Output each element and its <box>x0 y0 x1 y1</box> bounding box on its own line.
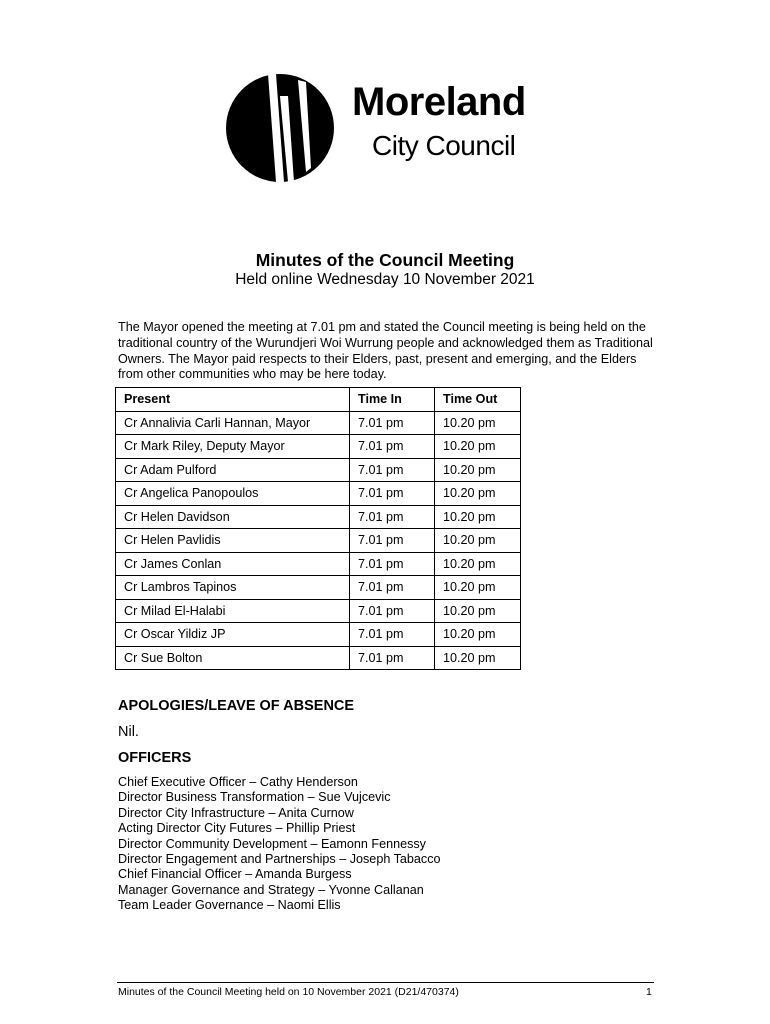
officers-list <box>118 775 441 914</box>
cell-councillor: Cr Adam Pulford <box>116 458 350 482</box>
cell-time-in: 7.01 pm <box>350 576 435 600</box>
list-item: Manager Governance and Strategy – Yvonne Callanan <box>118 882 424 897</box>
cell-time-in: 7.01 pm <box>350 458 435 482</box>
table-row <box>116 529 521 553</box>
attendance-table-body <box>116 411 521 670</box>
table-header-row <box>116 388 521 412</box>
cell-councillor: Cr Annalivia Carli Hannan, Mayor <box>116 411 350 435</box>
cell-councillor: Cr Angelica Panopoulos <box>116 482 350 506</box>
list-item: Chief Executive Officer – Cathy Henderson <box>118 775 358 789</box>
moreland-m-icon <box>224 72 336 184</box>
cell-time-in: 7.01 pm <box>350 599 435 623</box>
table-row <box>116 552 521 576</box>
list-item: Chief Financial Officer – Amanda Burgess <box>118 867 352 882</box>
list-item: Director Engagement and Partnerships – Joseph Tabacco <box>118 852 441 867</box>
cell-time-out: 10.20 pm <box>435 411 521 435</box>
page-number: 1 <box>646 986 652 998</box>
cell-councillor: Cr Sue Bolton <box>116 646 350 670</box>
page-subtitle: Held online Wednesday 10 November 2021 <box>235 271 535 288</box>
cell-time-in: 7.01 pm <box>350 529 435 553</box>
cell-time-out: 10.20 pm <box>435 458 521 482</box>
list-item: Team Leader Governance – Naomi Ellis <box>118 898 341 913</box>
cell-time-in: 7.01 pm <box>350 482 435 506</box>
table-row <box>116 623 521 647</box>
cell-time-in: 7.01 pm <box>350 505 435 529</box>
cell-time-out: 10.20 pm <box>435 552 521 576</box>
column-header-present: Present <box>116 388 350 412</box>
table-row <box>116 411 521 435</box>
cell-time-in: 7.01 pm <box>350 435 435 459</box>
logo-wordmark-city-council: City Council <box>372 130 516 161</box>
cell-time-in: 7.01 pm <box>350 411 435 435</box>
officers-heading: OFFICERS <box>118 750 192 766</box>
cell-time-out: 10.20 pm <box>435 599 521 623</box>
attendance-table <box>115 387 521 670</box>
council-logo <box>224 72 564 184</box>
cell-time-out: 10.20 pm <box>435 482 521 506</box>
page-title: Minutes of the Council Meeting <box>255 250 515 270</box>
list-item: Director Community Development – Eamonn Fennessy <box>118 836 426 851</box>
list-item: Director City Infrastructure – Anita Curnow <box>118 805 354 820</box>
cell-councillor: Cr Milad El-Halabi <box>116 599 350 623</box>
cell-time-out: 10.20 pm <box>435 505 521 529</box>
list-item: Acting Director City Futures – Phillip Priest <box>118 821 356 836</box>
cell-time-out: 10.20 pm <box>435 529 521 553</box>
cell-councillor: Cr Helen Pavlidis <box>116 529 350 553</box>
table-row <box>116 576 521 600</box>
column-header-time-in: Time In <box>350 388 435 412</box>
footer-divider <box>117 982 654 983</box>
cell-time-in: 7.01 pm <box>350 552 435 576</box>
cell-time-out: 10.20 pm <box>435 646 521 670</box>
column-header-time-out: Time Out <box>435 388 521 412</box>
cell-councillor: Cr Helen Davidson <box>116 505 350 529</box>
cell-councillor: Cr James Conlan <box>116 552 350 576</box>
cell-time-out: 10.20 pm <box>435 435 521 459</box>
table-row <box>116 482 521 506</box>
logo-wordmark-moreland: Moreland <box>352 80 526 124</box>
cell-councillor: Cr Oscar Yildiz JP <box>116 623 350 647</box>
table-row <box>116 646 521 670</box>
cell-time-out: 10.20 pm <box>435 576 521 600</box>
cell-time-out: 10.20 pm <box>435 623 521 647</box>
table-row <box>116 435 521 459</box>
cell-time-in: 7.01 pm <box>350 646 435 670</box>
intro-paragraph: The Mayor opened the meeting at 7.01 pm and stated the Council meeting is being held on the traditional country of the Wurundjeri Woi Wurrung people and acknowledged them as Traditional Owners. The Mayor paid respects to their Elders, past, present and emerging, and the Elders from other communities who may be here today. <box>118 320 653 382</box>
cell-time-in: 7.01 pm <box>350 623 435 647</box>
table-row <box>116 505 521 529</box>
list-item: Director Business Transformation – Sue Vujcevic <box>118 790 391 805</box>
table-row <box>116 458 521 482</box>
apologies-heading: APOLOGIES/LEAVE OF ABSENCE <box>118 698 355 714</box>
cell-councillor: Cr Mark Riley, Deputy Mayor <box>116 435 350 459</box>
table-row <box>116 599 521 623</box>
cell-councillor: Cr Lambros Tapinos <box>116 576 350 600</box>
footer-document-reference: Minutes of the Council Meeting held on 10 November 2021 (D21/470374) <box>118 986 459 998</box>
apologies-text: Nil. <box>118 724 139 740</box>
